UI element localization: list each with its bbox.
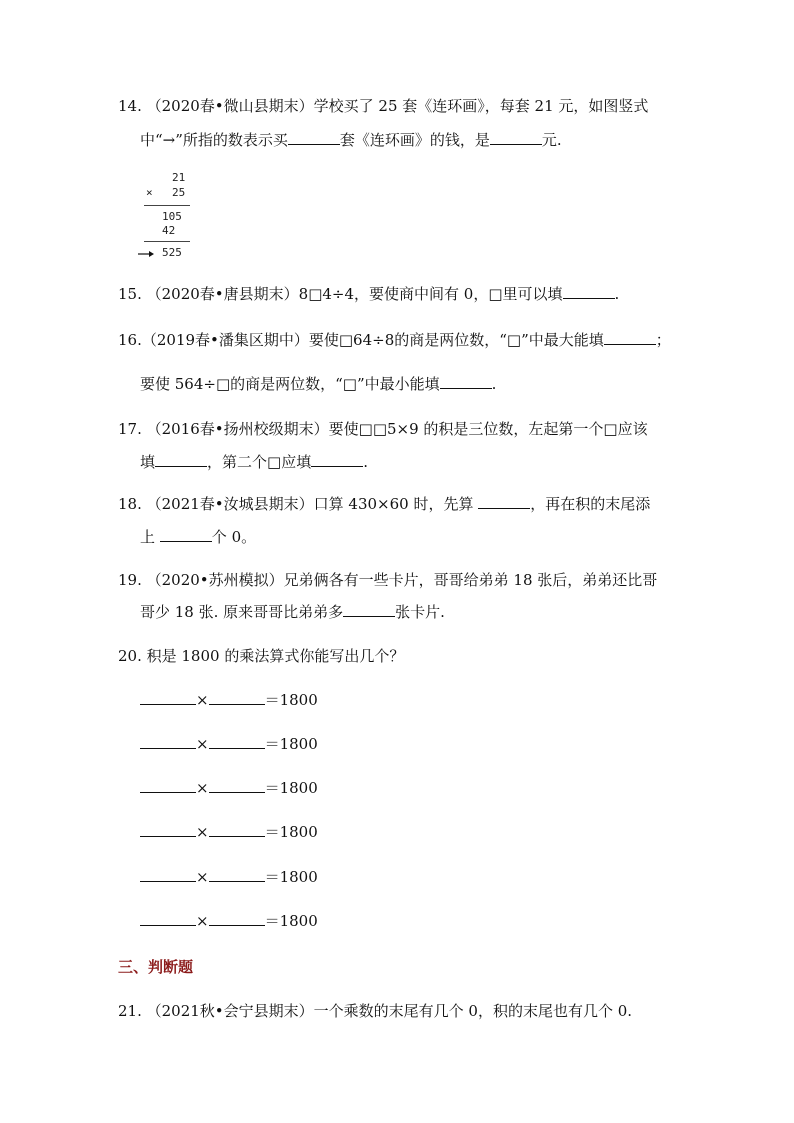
q21-text: 21. （2021秋•会宁县期末）一个乘数的末尾有几个 0，积的末尾也有几个 0. xyxy=(118,1002,633,1020)
q19-line1 xyxy=(118,570,657,590)
q20-row xyxy=(140,911,318,931)
q20-title xyxy=(118,646,404,666)
q17-line2 xyxy=(140,452,368,472)
times-sign: × xyxy=(196,912,209,930)
equals-1800: ＝1800 xyxy=(264,691,318,709)
q20-row xyxy=(140,867,318,887)
q18-text-c: 上 xyxy=(140,528,156,546)
q19-blank[interactable] xyxy=(343,602,395,617)
q20-blank-factor-a[interactable] xyxy=(140,822,196,837)
calc-partial-2: 42 xyxy=(162,224,176,237)
q17-blank-second[interactable] xyxy=(311,452,363,467)
q20-row xyxy=(140,822,318,842)
q14-line1 xyxy=(118,96,648,116)
q20-blank-factor-b[interactable] xyxy=(209,690,265,705)
q20-blank-factor-b[interactable] xyxy=(209,867,265,882)
calc-rule-1 xyxy=(144,205,190,206)
times-sign: × xyxy=(196,868,209,886)
q16-text-d: . xyxy=(491,375,497,393)
q19-text-c: 张卡片. xyxy=(395,603,445,621)
q19-text-b: 哥少 18 张. 原来哥哥比弟弟多 xyxy=(140,603,344,621)
q20-row xyxy=(140,734,318,754)
q15-text-b: . xyxy=(614,285,620,303)
q14-line2-text-a: 中“→”所指的数表示买 xyxy=(140,131,288,149)
q21-line xyxy=(118,1001,632,1021)
q19-text-a: 19. （2020•苏州模拟）兄弟俩各有一些卡片，哥哥给弟弟 18 张后，弟弟还比哥 xyxy=(118,571,658,589)
q14-blank-amount[interactable] xyxy=(490,130,542,145)
q14-line2-text-b: 套《连环画》的钱，是 xyxy=(339,131,490,149)
q14-line2-text-c: 元. xyxy=(541,131,562,149)
calc-multiplier: 25 xyxy=(172,186,186,199)
equals-1800: ＝1800 xyxy=(264,779,318,797)
equals-1800: ＝1800 xyxy=(264,823,318,841)
q20-row xyxy=(140,690,318,710)
q15-text-a: 15. （2020春•唐县期末）8□4÷4，要使商中间有 0，□里可以填 xyxy=(118,285,563,303)
q20-blank-factor-b[interactable] xyxy=(209,822,265,837)
equals-1800: ＝1800 xyxy=(264,868,318,886)
q17-text-b: 填 xyxy=(140,453,156,471)
q18-line1 xyxy=(118,494,650,514)
calc-partial-1: 105 xyxy=(162,210,182,223)
calc-result: 525 xyxy=(162,246,182,259)
q20-blank-factor-a[interactable] xyxy=(140,911,196,926)
q20-blank-factor-b[interactable] xyxy=(209,911,265,926)
q20-blank-factor-a[interactable] xyxy=(140,778,196,793)
q18-blank-first[interactable] xyxy=(478,494,530,509)
q16-blank-min[interactable] xyxy=(440,374,492,389)
arrow-right-icon xyxy=(138,251,154,257)
q18-text-a: 18. （2021春•汝城县期末）口算 430×60 时，先算 xyxy=(118,495,474,513)
equals-1800: ＝1800 xyxy=(264,735,318,753)
q14-blank-sets[interactable] xyxy=(288,130,340,145)
q16-text-b: ； xyxy=(655,331,671,349)
q20-title-text: 20. 积是 1800 的乘法算式你能写出几个？ xyxy=(118,647,405,665)
times-sign: × xyxy=(196,691,209,709)
section-title-judgement: 三、判断题 xyxy=(118,958,194,976)
q15-blank[interactable] xyxy=(563,284,615,299)
q18-text-d: 个 0。 xyxy=(211,528,257,546)
q18-blank-zeros[interactable] xyxy=(160,527,212,542)
q17-blank-first[interactable] xyxy=(155,452,207,467)
q17-text-a: 17. （2016春•扬州校级期末）要使□□5×9 的积是三位数，左起第一个□应该 xyxy=(118,420,648,438)
q16-line1 xyxy=(118,330,671,350)
q16-line2 xyxy=(140,374,496,394)
vertical-multiplication xyxy=(136,170,206,262)
q16-blank-max[interactable] xyxy=(604,330,656,345)
q18-line2 xyxy=(140,527,256,547)
calc-multiplicand: 21 xyxy=(172,171,186,184)
q17-text-d: . xyxy=(363,453,368,471)
q17-line1 xyxy=(118,419,648,439)
times-sign: × xyxy=(196,823,209,841)
q14-line2 xyxy=(140,130,562,150)
times-sign: × xyxy=(196,779,209,797)
q20-blank-factor-a[interactable] xyxy=(140,867,196,882)
q15-line xyxy=(118,284,619,304)
q20-blank-factor-b[interactable] xyxy=(209,778,265,793)
q20-blank-factor-a[interactable] xyxy=(140,690,196,705)
q19-line2 xyxy=(140,602,445,622)
times-sign: × xyxy=(196,735,209,753)
q16-text-a: 16.（2019春•潘集区期中）要使□64÷8的商是两位数，“□”中最大能填 xyxy=(118,331,604,349)
equals-1800: ＝1800 xyxy=(264,912,318,930)
q18-text-b: ，再在积的末尾添 xyxy=(530,495,651,513)
q14-line1-text: 14. （2020春•微山县期末）学校买了 25 套《连环画》，每套 21 元，如图竖式 xyxy=(118,97,649,115)
q20-blank-factor-b[interactable] xyxy=(209,734,265,749)
q16-text-c: 要使 564÷□的商是两位数，“□”中最小能填 xyxy=(140,375,440,393)
calc-times-sign: × xyxy=(146,186,153,199)
calc-rule-2 xyxy=(144,241,190,242)
q17-text-c: ，第二个□应填 xyxy=(207,453,312,471)
q20-blank-factor-a[interactable] xyxy=(140,734,196,749)
q20-row xyxy=(140,778,318,798)
